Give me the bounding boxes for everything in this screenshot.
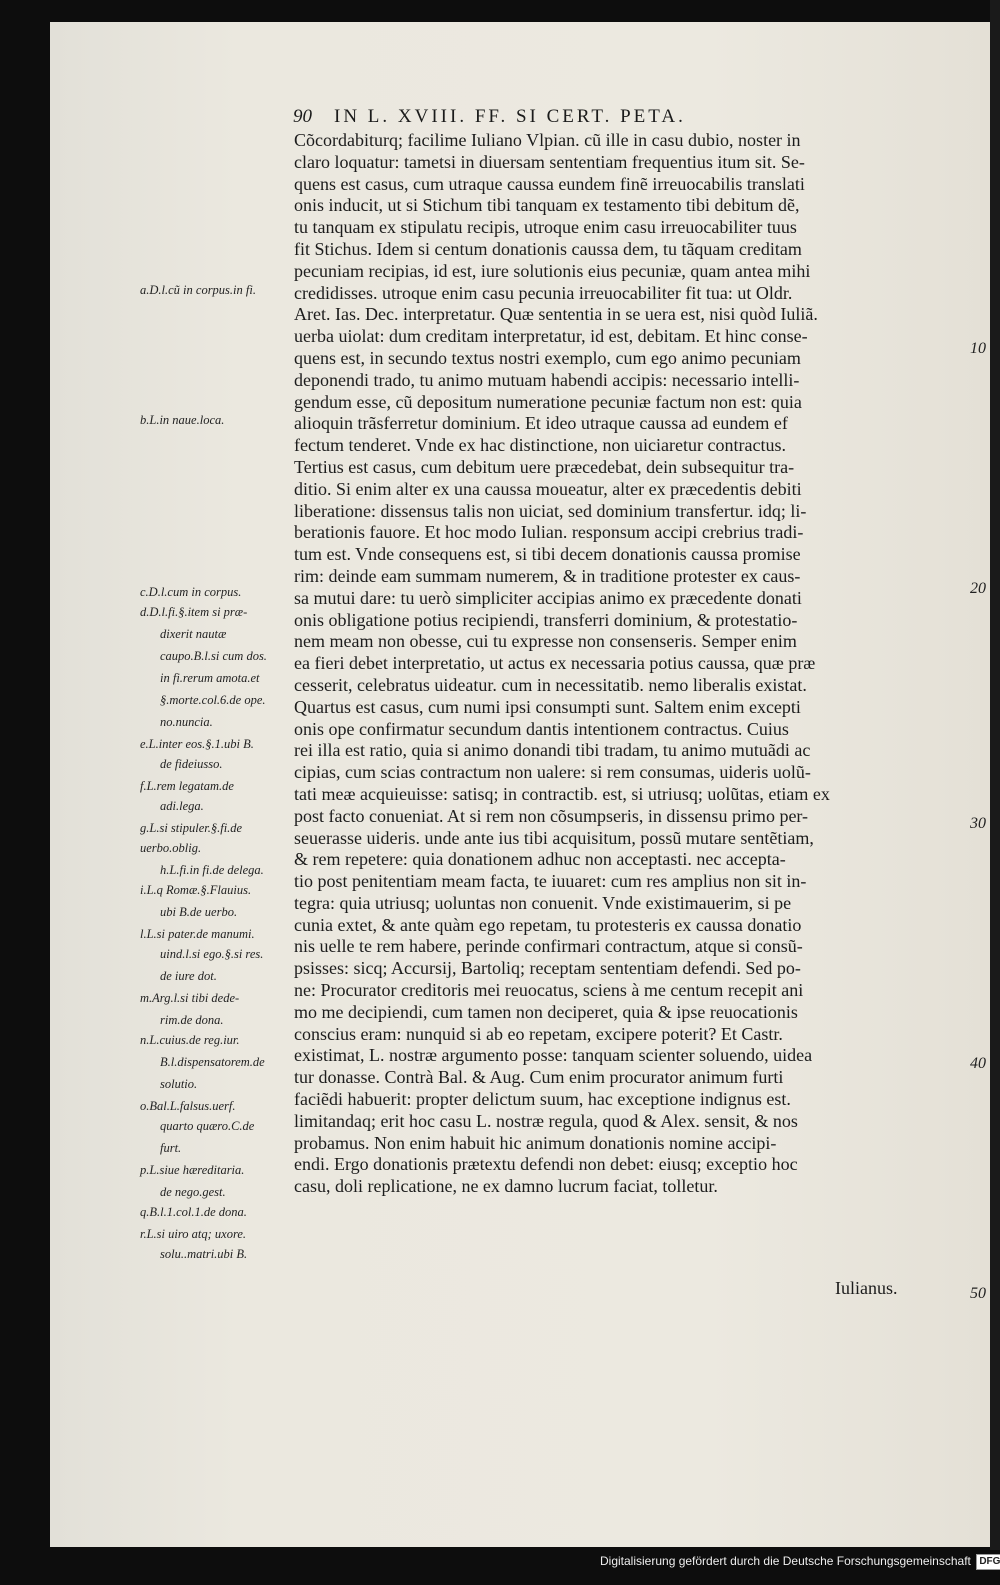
text-line: cunia extet, & ante quàm ego repetam, tu protesteris ex caussa donatio: [294, 914, 802, 935]
marginal-note: f.L.rem legatam.de: [140, 779, 234, 793]
line-number: 10: [970, 340, 986, 357]
text-line: fectum tenderet. Vnde ex hac distinctione, non uiciaretur contractus.: [294, 435, 786, 456]
text-line: liberatione: dissensus talis non uiciat, sed dominium transfertur. idq; li-: [294, 500, 807, 521]
text-line: deponendi trado, tu animo mutuam habendi accipis: necessario intelli-: [294, 369, 800, 390]
text-line: claro loquatur: tametsi in diuersam sententiam frequentius itum sit. Se-: [294, 151, 805, 172]
marginal-note: ubi B.de uerbo.: [160, 905, 238, 919]
marginal-note: o.Bal.L.falsus.uerf.: [140, 1099, 236, 1113]
text-line: Tertius est casus, cum debitum uere præcedebat, dein subsequitur tra-: [294, 456, 795, 477]
text-line: tati meæ acquieuisse: satisq; in contractib. est, si utriusq; uolũtas, etiam ex: [294, 783, 830, 804]
credit-text: Digitalisierung gefördert durch die Deutsche Forschungsgemeinschaft: [600, 1554, 971, 1569]
text-line: tum est. Vnde consequens est, si tibi decem donationis caussa promise: [294, 544, 801, 565]
marginal-note: p.L.siue hæreditaria.: [140, 1163, 245, 1177]
text-line: nem meam non obesse, cui tu expresse non consenseris. Semper enim: [294, 631, 797, 652]
marginal-note: h.L.fi.in fi.de delega.: [160, 863, 264, 877]
marginal-note: caupo.B.l.si cum dos.: [160, 649, 267, 663]
marginal-note: furt.: [160, 1141, 182, 1155]
line-number: 20: [970, 580, 986, 597]
line-number: 30: [970, 815, 986, 832]
running-header: [293, 106, 686, 128]
text-line: Aret. Ias. Dec. interpretatur. Quæ sententia in se uera est, nisi quòd Iuliã.: [294, 304, 818, 325]
text-line: existimat, L. nostræ argumento posse: tanquam scienter soluendo, uidea: [294, 1045, 813, 1066]
text-line: nis uelle te rem habere, perinde confirmari contractum, atque si consũ-: [294, 936, 803, 957]
main-text-block: [294, 130, 914, 1198]
marginal-note: de iure dot.: [160, 969, 217, 983]
marginal-note: m.Arg.l.si tibi dede-: [140, 991, 240, 1005]
marginal-note: quarto quæro.C.de: [160, 1119, 255, 1133]
text-line: ea fieri debet interpretatio, ut actus ex necessaria potius caussa, quæ præ: [294, 653, 816, 674]
text-line: rei illa est ratio, quia si animo donandi tibi tradam, tu animo mutuãdi ac: [294, 740, 811, 761]
text-line: cesserit, celebratus uideatur. cum in necessitatib. nemo liberalis existat.: [294, 674, 807, 695]
text-line: mo me decipiendi, cum tamen non deciperet, quia & ipse reuocationis: [294, 1001, 798, 1022]
text-line: limitandaq; erit hoc casu L. nostræ regula, quod & Alex. sensit, & nos: [294, 1110, 798, 1131]
marginal-note: rim.de dona.: [160, 1013, 224, 1027]
text-line: tu tanquam ex stipulatu recipis, utroque enim casu irreuocabiliter tuus: [294, 217, 797, 238]
text-line: quens est casus, cum utraque caussa eundem finẽ irreuocabilis translati: [294, 173, 805, 194]
text-line: seuerasse uideris. unde ante ius tibi acquisitum, possũ mutare sentẽtiam,: [294, 827, 814, 848]
line-number: 40: [970, 1055, 986, 1072]
marginal-note: d.D.l.fi.§.item si præ-: [140, 605, 248, 619]
marginal-note: b.L.in naue.loca.: [140, 413, 225, 427]
text-line: Quartus est casus, cum numi ipsi consumpti sunt. Saltem enim excepti: [294, 696, 801, 717]
text-line: onis ope confirmatur secundum dantis intentionem contractus. Cuius: [294, 718, 789, 739]
marginal-note: §.morte.col.6.de ope.: [160, 693, 266, 707]
text-line: alioquin trãsferretur dominium. Et ideo utraque caussa ad eundem ef: [294, 413, 788, 434]
text-line: ditio. Si enim alter ex una caussa moueatur, alter ex præcedentis debiti: [294, 478, 802, 499]
text-line: tegra: quia utriusq; uoluntas non conuenit. Vnde existimauerim, si pe: [294, 892, 792, 913]
text-line: onis inducit, ut si Stichum tibi tanquam ex testamento tibi debitum dẽ,: [294, 195, 800, 216]
marginal-note: de fideiusso.: [160, 757, 223, 771]
text-line: endi. Ergo donationis prætextu defendi non debet: eiusq; exceptio hoc: [294, 1154, 798, 1175]
text-line: uerba uiolat: dum creditam interpretatur, id est, debitam. Et hinc conse-: [294, 326, 808, 347]
marginal-note: in fi.rerum amota.et: [160, 671, 260, 685]
marginal-note: q.B.l.1.col.1.de dona.: [140, 1205, 247, 1219]
text-line: onis obligatione potius recipiendi, transferri dominium, & protestatio-: [294, 609, 798, 630]
text-line: & rem repetere: quia donationem adhuc non acceptasti. nec accepta-: [294, 849, 786, 870]
text-line: pecuniam recipias, id est, iure solutionis eius pecuniæ, quam antea mihi: [294, 260, 811, 281]
text-line: faciẽdi habuerit: propter delictum suum, hac exceptione indignus est.: [294, 1089, 791, 1110]
marginal-note: B.l.dispensatorem.de: [160, 1055, 265, 1069]
text-line: casu, doli replicatione, ne ex damno lucrum faciat, tolletur.: [294, 1176, 718, 1197]
text-line: tio post penitentiam meam facta, te iuuaret: cum res amplius non sit in-: [294, 871, 807, 892]
line-number: 50: [970, 1285, 986, 1302]
text-line: sa mutui dare: tu uerò simpliciter accipias animo ex præcedente donati: [294, 587, 802, 608]
text-line: post facto conueniat. At si rem non cõsumpseris, in dissensu primo per-: [294, 805, 809, 826]
marginal-note: g.L.si stipuler.§.fi.de: [140, 821, 243, 835]
text-line: gendum esse, cũ depositum numeratione pecuniæ factum non est: quia: [294, 391, 802, 412]
running-title: IN L. XVIII. FF. SI CERT. PETA.: [334, 106, 686, 127]
text-line: berationis fauore. Et hoc modo Iulian. responsum accipi crebrius tradi-: [294, 522, 804, 543]
marginal-note: e.L.inter eos.§.1.ubi B.: [140, 737, 254, 751]
marginal-note: l.L.si pater.de manumi.: [140, 927, 255, 941]
text-line: tur donasse. Contrà Bal. & Aug. Cum enim procurator animum furti: [294, 1067, 784, 1088]
text-line: psisses: sicq; Accursij, Bartoliq; receptam sententiam defendi. Sed po-: [294, 958, 801, 979]
marginal-note: uind.l.si ego.§.si res.: [160, 947, 264, 961]
text-line: cipias, cum scias contractum non ualere: si rem consumas, uideris uolũ-: [294, 762, 811, 783]
marginal-note: solutio.: [160, 1077, 198, 1091]
catchword: Iulianus.: [835, 1278, 898, 1298]
marginal-note: a.D.l.cũ in corpus.in fi.: [140, 283, 256, 297]
dfg-logo: DFG: [976, 1554, 1000, 1570]
text-line: quens est, in secundo textus nostri exemplo, cum ego animo pecuniam: [294, 347, 801, 368]
marginal-note: de nego.gest.: [160, 1185, 226, 1199]
text-line: conscius eram: nunquid si ab eo repetam, excipere poterit? Et Castr.: [294, 1023, 783, 1044]
marginal-note: uerbo.oblig.: [140, 841, 202, 855]
marginal-note: dixerit nautæ: [160, 627, 227, 641]
marginal-note: i.L.q Romæ.§.Flauius.: [140, 883, 252, 897]
digitization-credit: [600, 1554, 1000, 1570]
page-edge: [990, 0, 1000, 1550]
text-line: probamus. Non enim habuit hic animum donationis nomine accipi-: [294, 1132, 777, 1153]
marginal-note: adi.lega.: [160, 799, 204, 813]
text-line: fit Stichus. Idem si centum donationis caussa dem, tu tãquam creditam: [294, 238, 802, 259]
text-line: ne: Procurator creditoris mei reuocatus, sciens à me centum recepit ani: [294, 980, 804, 1001]
marginal-note: r.L.si uiro atq; uxore.: [140, 1227, 247, 1241]
text-line: rim: deinde eam summam numerem, & in traditione protester ex caus-: [294, 565, 801, 586]
text-line: Cõcordabiturq; facilime Iuliano Vlpian. cũ ille in casu dubio, noster in: [294, 130, 801, 150]
marginal-note: no.nuncia.: [160, 715, 213, 729]
marginal-note: c.D.l.cum in corpus.: [140, 585, 242, 599]
text-line: credidisses. utroque enim casu pecunia irreuocabiliter fit tua: ut Oldr.: [294, 282, 793, 303]
page-number: 90: [293, 106, 312, 127]
marginal-note: n.L.cuius.de reg.iur.: [140, 1033, 240, 1047]
marginal-note: solu..matri.ubi B.: [160, 1247, 248, 1261]
